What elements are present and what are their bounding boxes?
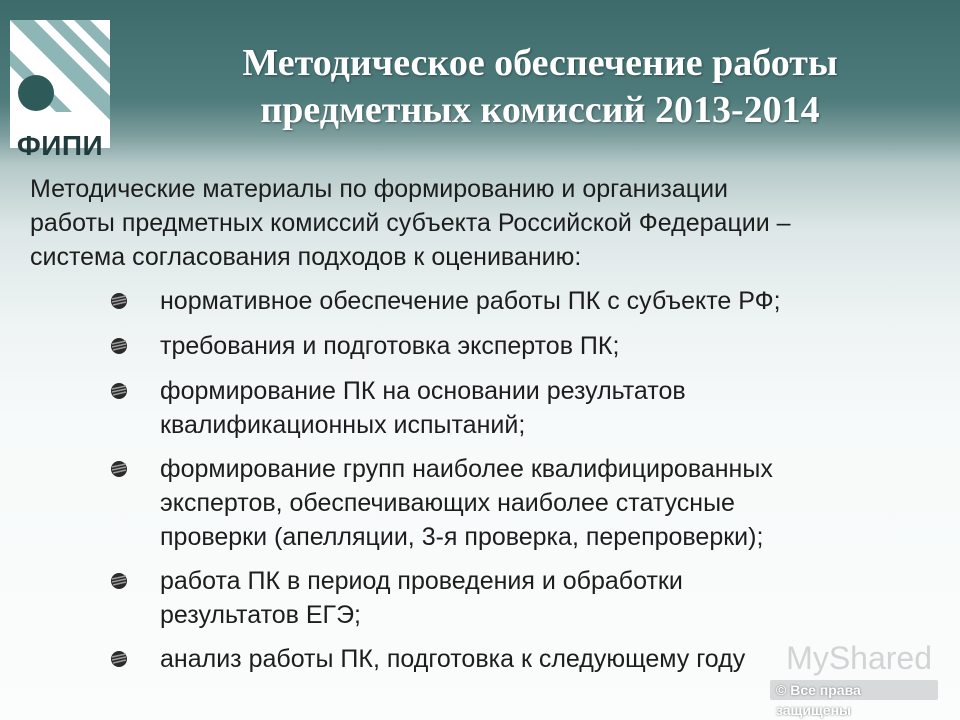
bullet-line: нормативное обеспечение работы ПК с субъекте РФ; (160, 287, 781, 315)
bullet-line: экспертов, обеспечивающих наиболее статусные (160, 489, 735, 517)
bullet-icon (110, 382, 128, 400)
bullet-line: требования и подготовка экспертов ПК; (160, 332, 620, 360)
intro-paragraph (30, 172, 924, 274)
bullet-line: формирование ПК на основании результатов (160, 377, 686, 405)
bullet-text (160, 329, 924, 363)
watermark-brand: MyShared (786, 640, 932, 676)
bullet-text (160, 284, 924, 318)
bullet-icon (110, 337, 128, 355)
fipi-emblem-icon (10, 20, 110, 130)
bullet-icon (110, 572, 128, 590)
bullet-icon (110, 650, 128, 668)
bullet-line: работа ПК в период проведения и обработки (160, 567, 683, 595)
bullet-text (160, 564, 924, 632)
bullet-line: квалификационных испытаний; (160, 411, 526, 439)
title-line-2: предметных комиссий 2013-2014 (260, 89, 820, 131)
intro-line-3: система согласования подходов к оцениванию: (30, 243, 582, 271)
intro-line-1: Методические материалы по формированию и организации (30, 175, 728, 203)
bullet-line: проверки (апелляции, 3-я проверка, перепроверки); (160, 523, 764, 551)
bullet-line: анализ работы ПК, подготовка к следующему году (160, 645, 746, 673)
intro-line-2: работы предметных комиссий субъекта Российской Федерации – (30, 209, 791, 237)
bullet-icon (110, 292, 128, 310)
bullet-line: результатов ЕГЭ; (160, 601, 362, 629)
title-line-1: Методическое обеспечение работы (242, 42, 838, 84)
bullet-icon (110, 460, 128, 478)
bullet-text (160, 374, 924, 442)
bullet-text (160, 452, 924, 554)
page-title (140, 40, 940, 134)
bullet-line: формирование групп наиболее квалифицированных (160, 455, 773, 483)
fipi-logo (10, 20, 110, 161)
logo-text: ФИПИ (16, 130, 104, 161)
watermark-rights: © Все права защищены (770, 680, 938, 700)
